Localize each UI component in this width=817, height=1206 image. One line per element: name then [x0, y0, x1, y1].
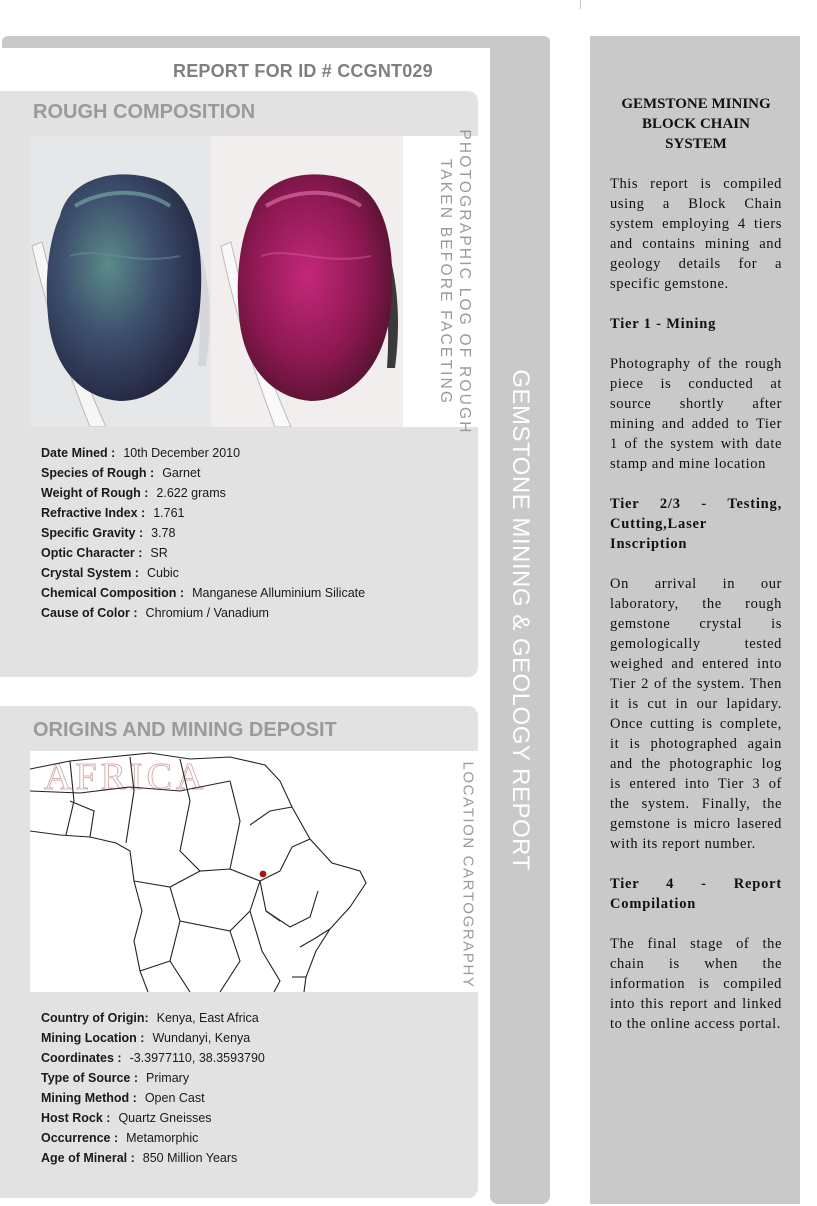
africa-map-outline — [30, 751, 478, 992]
fact-value: Cubic — [146, 566, 179, 580]
fact-specific-gravity — [41, 523, 365, 543]
origins-title: ORIGINS AND MINING DEPOSIT — [33, 719, 337, 741]
rough-photo-daylight — [30, 136, 211, 427]
blockchain-intro: This report is compiled using a Block Chain system employing 4 tiers and contains mining and geology details for a specific gemstone. — [610, 176, 782, 292]
top-divider-tick — [580, 0, 581, 9]
rough-photo-incandescent — [211, 136, 403, 427]
report-id: REPORT FOR ID # CCGNT029 — [173, 61, 433, 81]
photo-log-label — [436, 129, 474, 434]
fact-key: Species of Rough : — [41, 466, 155, 480]
fact-coordinates — [41, 1048, 265, 1068]
fact-key: Coordinates : — [41, 1051, 122, 1065]
fact-value: Garnet — [162, 466, 201, 480]
fact-key: Optic Character : — [41, 546, 143, 560]
fact-key: Cause of Color : — [41, 606, 138, 620]
fact-value: SR — [150, 546, 168, 560]
fact-occurrence — [41, 1128, 265, 1148]
fact-cause-of-color — [41, 603, 365, 623]
fact-key: Specific Gravity : — [41, 526, 144, 540]
fact-refractive-index — [41, 503, 365, 523]
fact-key: Mining Method : — [41, 1091, 137, 1105]
fact-key: Host Rock : — [41, 1111, 111, 1125]
map-label: LOCATION CARTOGRAPHY — [459, 761, 477, 989]
fact-key: Chemical Composition : — [41, 586, 185, 600]
rough-photo-log — [30, 136, 478, 427]
tier1-heading: Tier 1 - Mining — [610, 316, 717, 332]
africa-map — [30, 751, 478, 992]
fact-key: Age of Mineral : — [41, 1151, 135, 1165]
fact-value: Quartz Gneisses — [118, 1111, 212, 1125]
mine-location-marker — [260, 871, 267, 878]
fact-value: -3.3977110, 38.3593790 — [129, 1051, 265, 1065]
fact-key: Occurrence : — [41, 1131, 119, 1145]
tier1-text: Photography of the rough piece is conducted at source shortly after mining and added to Tier 1 of the system with date stamp and mine location — [610, 356, 782, 472]
rough-composition-title: ROUGH COMPOSITION — [33, 101, 256, 123]
fact-value: Open Cast — [144, 1091, 205, 1105]
fact-key: Crystal System : — [41, 566, 139, 580]
fact-value: 3.78 — [151, 526, 176, 540]
fact-key: Refractive Index : — [41, 506, 146, 520]
tier4-heading: Tier 4 - Report Compilation — [610, 876, 782, 912]
fact-key: Type of Source : — [41, 1071, 139, 1085]
tier23-heading: Tier 2/3 - Testing, Cutting,Laser Inscription — [610, 496, 782, 552]
photo-log-label-line2: TAKEN BEFORE FACETING — [437, 158, 454, 406]
fact-key: Weight of Rough : — [41, 486, 149, 500]
gem-photo-purple — [211, 136, 403, 427]
rough-facts-list — [41, 443, 365, 623]
blockchain-title: GEMSTONE MINING BLOCK CHAIN SYSTEM — [621, 96, 771, 152]
africa-watermark: AFRICA — [44, 756, 208, 798]
blockchain-info-panel — [590, 36, 800, 1204]
fact-value: Wundanyi, Kenya — [152, 1031, 251, 1045]
fact-value: 850 Million Years — [142, 1151, 238, 1165]
fact-value: 1.761 — [153, 506, 185, 520]
fact-value: Chromium / Vanadium — [145, 606, 269, 620]
fact-value: 2.622 grams — [156, 486, 226, 500]
fact-chemical-composition — [41, 583, 365, 603]
fact-age-of-mineral — [41, 1148, 265, 1168]
fact-host-rock — [41, 1108, 265, 1128]
tier4-text: The final stage of the chain is when the information is compiled into this report and linked to the online access portal. — [610, 936, 782, 1032]
fact-weight — [41, 483, 365, 503]
gem-photo-green — [30, 136, 211, 427]
fact-optic-character — [41, 543, 365, 563]
fact-value: Manganese Alluminium Silicate — [192, 586, 366, 600]
fact-value: 10th December 2010 — [123, 446, 241, 460]
blockchain-info-content — [610, 94, 782, 1054]
origin-facts-list — [41, 1008, 265, 1168]
fact-mining-method — [41, 1088, 265, 1108]
fact-key: Date Mined : — [41, 446, 116, 460]
fact-key: Mining Location : — [41, 1031, 145, 1045]
fact-type-of-source — [41, 1068, 265, 1088]
top-frame-bar — [2, 36, 550, 48]
fact-date-mined — [41, 443, 365, 463]
fact-crystal-system — [41, 563, 365, 583]
photo-log-label-line1: PHOTOGRAPHIC LOG OF ROUGH — [456, 129, 473, 435]
fact-value: Primary — [146, 1071, 190, 1085]
fact-species — [41, 463, 365, 483]
fact-key: Country of Origin: — [41, 1011, 149, 1025]
fact-value: Metamorphic — [126, 1131, 199, 1145]
fact-mining-location — [41, 1028, 265, 1048]
vertical-report-title: GEMSTONE MINING & GEOLOGY REPORT — [507, 369, 534, 871]
fact-country — [41, 1008, 265, 1028]
tier23-text: On arrival in our laboratory, the rough gemstone crystal is gemologically tested weighed and entered into Tier 2 of the system. Then it is cut in our lapidary. Once cutting is complete, it is photographed again and the photographic log is entered into Tier 3 of the system. Finally, the gemstone is micro lasered with its report number. — [610, 576, 782, 852]
fact-value: Kenya, East Africa — [156, 1011, 259, 1025]
